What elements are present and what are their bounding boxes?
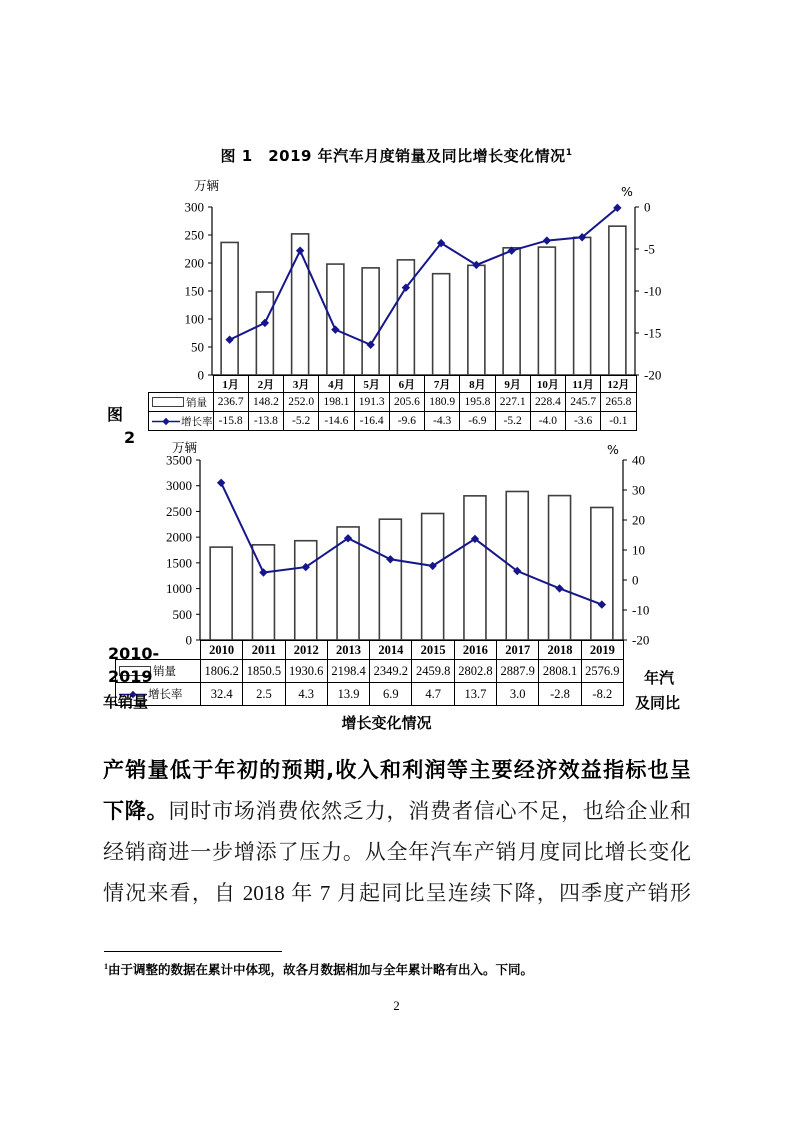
figure2-caption-fragment-nianqi: 年汽 (644, 669, 675, 687)
figure2-caption-fragment-zengzhang: 增长变化情况 (341, 714, 432, 732)
category-cell: 4月 (319, 376, 354, 393)
y-axis-label-right: 20 (632, 512, 645, 528)
value-cell: -15.8 (213, 412, 248, 431)
category-cell: 2012 (285, 641, 327, 660)
y-axis-label-right: -20 (644, 367, 662, 383)
y-axis-label-left: 0 (197, 367, 204, 383)
figure2-caption-fragment-jitongbi: 及同比 (635, 694, 681, 712)
value-cell: 195.8 (460, 393, 495, 412)
figure2-caption-fragment-chexiaoliang: 车销量 (103, 693, 149, 711)
category-cell: 2019 (581, 641, 623, 660)
category-cell: 5月 (354, 376, 389, 393)
legend-cell-sales (149, 393, 214, 412)
y-axis-label-left: 0 (185, 632, 192, 648)
category-cell: 11月 (566, 376, 601, 393)
sales-bar (210, 547, 232, 640)
y-axis-label-left: 3500 (166, 452, 192, 468)
category-cell: 2月 (248, 376, 283, 393)
value-cell: 13.7 (454, 683, 496, 706)
value-cell: 148.2 (248, 393, 283, 412)
value-cell: 1806.2 (201, 660, 243, 683)
y-axis-label-left: 1000 (166, 581, 192, 597)
value-cell: 191.3 (354, 393, 389, 412)
value-cell: 4.3 (285, 683, 327, 706)
footnote-divider (104, 951, 282, 952)
sales-bar (362, 268, 379, 375)
figure1-title-text: 图 1 2019 年汽车月度销量及同比增长变化情况 (220, 147, 566, 165)
paragraph-line-2-bold: 下降。 (103, 799, 169, 823)
sales-bar (464, 496, 486, 640)
figure1-title-footnote-mark: 1 (565, 148, 573, 158)
y-axis-unit-right: % (607, 442, 619, 457)
value-cell: -4.0 (530, 412, 565, 431)
value-cell: 2349.2 (370, 660, 412, 683)
category-cell: 7月 (425, 376, 460, 393)
category-cell: 9月 (495, 376, 530, 393)
y-axis-label-right: -5 (644, 241, 655, 257)
sales-bar (422, 513, 444, 640)
paragraph-line-2 (103, 791, 691, 832)
figure2-chart (130, 438, 700, 653)
value-cell: -13.8 (248, 412, 283, 431)
growth-row (149, 412, 637, 431)
value-cell: -3.6 (566, 412, 601, 431)
y-axis-label-left: 100 (184, 311, 204, 327)
y-axis-label-right: -20 (632, 632, 650, 648)
category-cell: 2018 (539, 641, 581, 660)
value-cell: -9.6 (389, 412, 424, 431)
t1-table (148, 375, 637, 431)
value-cell: 6.9 (370, 683, 412, 706)
category-cell: 2011 (243, 641, 285, 660)
category-cell: 10月 (530, 376, 565, 393)
value-cell: 2.5 (243, 683, 285, 706)
value-cell: 2808.1 (539, 660, 581, 683)
value-cell: 13.9 (327, 683, 369, 706)
y-axis-label-right: -15 (644, 325, 662, 341)
sales-bar (503, 248, 520, 375)
value-cell: 180.9 (425, 393, 460, 412)
y-axis-label-left: 300 (184, 199, 204, 215)
category-row (116, 641, 624, 660)
legend-cell-growth (149, 412, 214, 431)
category-cell: 2010 (201, 641, 243, 660)
footnote (104, 958, 694, 979)
sales-bar (256, 292, 273, 375)
growth-line (221, 483, 602, 605)
t2-table (115, 640, 624, 706)
growth-point-marker (543, 236, 551, 244)
value-cell: 245.7 (566, 393, 601, 412)
value-cell: -6.9 (460, 412, 495, 431)
sales-bar (591, 507, 613, 640)
y-axis-label-left: 150 (184, 283, 204, 299)
category-cell: 2017 (497, 641, 539, 660)
value-cell: -16.4 (354, 412, 389, 431)
value-cell: -14.6 (319, 412, 354, 431)
y-axis-label-left: 3000 (166, 478, 192, 494)
value-cell: 2459.8 (412, 660, 454, 683)
value-cell: 198.1 (319, 393, 354, 412)
legend-label: 销量 (153, 666, 176, 679)
value-cell: 1930.6 (285, 660, 327, 683)
y-axis-label-left: 1500 (166, 555, 192, 571)
y-axis-label-right: 0 (632, 572, 639, 588)
y-axis-label-right: 30 (632, 482, 645, 498)
figure2-caption-fragment-2019: 2019 (108, 667, 153, 686)
figure2-caption-fragment-2: 2 (124, 428, 136, 447)
sales-bar (468, 265, 485, 375)
paragraph-line-4: 情况来看，自 2018 年 7 月起同比呈连续下降，四季度产销形 (103, 881, 691, 905)
y-axis-label-right: -10 (644, 283, 662, 299)
legend-label: 增长率 (148, 689, 183, 702)
page-number: 2 (393, 998, 400, 1013)
y-axis-label-right: 40 (632, 452, 645, 468)
sales-bar (397, 260, 414, 375)
value-cell: -5.2 (284, 412, 319, 431)
sales-bar (327, 264, 344, 375)
table-spacer (149, 376, 214, 393)
figure1-title (0, 145, 793, 166)
value-cell: 1850.5 (243, 660, 285, 683)
sales-bar (574, 237, 591, 375)
y-axis-label-left: 500 (172, 606, 192, 622)
category-cell: 8月 (460, 376, 495, 393)
growth-point-marker (217, 479, 225, 487)
value-cell: -2.8 (539, 683, 581, 706)
value-cell: -5.2 (495, 412, 530, 431)
sales-bar (295, 541, 317, 640)
category-cell: 1月 (213, 376, 248, 393)
value-cell: 252.0 (284, 393, 319, 412)
sales-bar (538, 247, 555, 375)
body-paragraph (103, 750, 691, 914)
paragraph-line-3: 经销商进一步增添了压力。从全年汽车产销月度同比增长变化 (103, 840, 691, 864)
y-axis-label-left: 2500 (166, 503, 192, 519)
value-cell: -8.2 (581, 683, 623, 706)
value-cell: 205.6 (389, 393, 424, 412)
legend-label: 销量 (186, 397, 207, 409)
category-cell: 2015 (412, 641, 454, 660)
y-axis-label-right: 0 (644, 199, 651, 215)
y-axis-unit-left: 万辆 (194, 178, 220, 193)
growth-row (116, 683, 624, 706)
value-cell: 4.7 (412, 683, 454, 706)
value-cell: 227.1 (495, 393, 530, 412)
growth-line (230, 208, 618, 345)
paragraph-line-1: 产销量低于年初的预期,收入和利润等主要经济效益指标也呈 (103, 758, 691, 782)
y-axis-label-right: 10 (632, 542, 645, 558)
y-axis-unit-right: % (621, 184, 633, 199)
category-cell: 2013 (327, 641, 369, 660)
sales-row (116, 660, 624, 683)
category-cell: 2014 (370, 641, 412, 660)
value-cell: 236.7 (213, 393, 248, 412)
value-cell: 2576.9 (581, 660, 623, 683)
sales-bar (609, 226, 626, 375)
value-cell: 2198.4 (327, 660, 369, 683)
y-axis-unit-left: 万辆 (172, 440, 198, 455)
growth-line-icon (152, 417, 180, 426)
value-cell: 32.4 (201, 683, 243, 706)
value-cell: 265.8 (601, 393, 636, 412)
footnote-text: 由于调整的数据在累计中体现，故各月数据相加与全年累计略有出入。下同。 (108, 963, 534, 978)
category-cell: 3月 (284, 376, 319, 393)
y-axis-label-left: 2000 (166, 529, 192, 545)
value-cell: -0.1 (601, 412, 636, 431)
sales-bar (252, 545, 274, 640)
footnote-mark: 1 (104, 962, 108, 971)
value-cell: 2802.8 (454, 660, 496, 683)
value-cell: 3.0 (497, 683, 539, 706)
figure2-caption-fragment-tu: 图 (107, 405, 124, 424)
figure1-chart (140, 172, 710, 387)
value-cell: 228.4 (530, 393, 565, 412)
sales-bar (549, 496, 571, 640)
value-cell: -4.3 (425, 412, 460, 431)
sales-bar (433, 274, 450, 375)
category-row (149, 376, 637, 393)
value-cell: 2887.9 (497, 660, 539, 683)
sales-bar (292, 234, 309, 375)
category-cell: 6月 (389, 376, 424, 393)
sales-bar (221, 242, 238, 375)
y-axis-label-left: 200 (184, 255, 204, 271)
paragraph-line-2-rest: 同时市场消费依然乏力，消费者信心不足，也给企业和 (168, 799, 692, 823)
legend-label: 增长率 (181, 416, 213, 428)
y-axis-label-left: 50 (191, 339, 204, 355)
figure2-caption-fragment-2010: 2010- (108, 644, 160, 663)
sales-bar (379, 519, 401, 640)
sales-bar-icon (152, 397, 184, 407)
category-cell: 2016 (454, 641, 496, 660)
sales-row (149, 393, 637, 412)
category-cell: 12月 (601, 376, 636, 393)
y-axis-label-left: 250 (184, 227, 204, 243)
y-axis-label-right: -10 (632, 602, 650, 618)
